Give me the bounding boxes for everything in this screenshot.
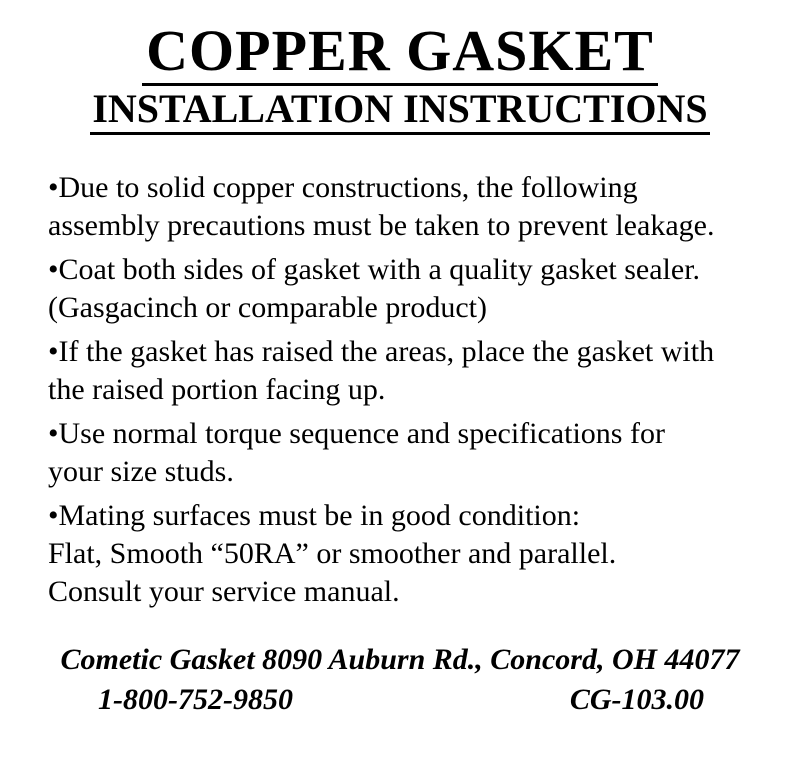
bullet-line: •Due to solid copper constructions, the following bbox=[48, 171, 638, 204]
bullet-line: •Use normal torque sequence and specifications for bbox=[48, 417, 665, 450]
bullet-line: •If the gasket has raised the areas, place the gasket with bbox=[48, 335, 715, 368]
bullet-paragraph-3 bbox=[48, 333, 764, 409]
bullet-line: Flat, Smooth “50RA” or smoother and parallel. bbox=[48, 537, 617, 570]
company-address: Cometic Gasket 8090 Auburn Rd., Concord, OH 44077 bbox=[60, 643, 740, 676]
document-header bbox=[0, 0, 800, 135]
bullet-paragraph-4 bbox=[48, 415, 764, 491]
bullet-paragraph-2 bbox=[48, 251, 764, 327]
document-code: CG-103.00 bbox=[569, 683, 704, 716]
bullet-line: assembly precautions must be taken to prevent leakage. bbox=[48, 209, 715, 242]
bullet-line: (Gasgacinch or comparable product) bbox=[48, 291, 487, 324]
page-subtitle: INSTALLATION INSTRUCTIONS bbox=[90, 88, 709, 135]
bullet-paragraph-1 bbox=[48, 169, 764, 245]
page-title: COPPER GASKET bbox=[142, 22, 658, 86]
bullet-line: the raised portion facing up. bbox=[48, 373, 386, 406]
bullet-paragraph-5 bbox=[48, 497, 764, 611]
phone-number: 1-800-752-9850 bbox=[98, 683, 293, 716]
instructions-body bbox=[0, 169, 800, 611]
bullet-line: •Mating surfaces must be in good condition: bbox=[48, 499, 581, 532]
bullet-line: •Coat both sides of gasket with a quality gasket sealer. bbox=[48, 253, 701, 286]
bullet-line: your size studs. bbox=[48, 455, 234, 488]
bullet-line: Consult your service manual. bbox=[48, 575, 400, 608]
document-footer bbox=[0, 640, 800, 720]
